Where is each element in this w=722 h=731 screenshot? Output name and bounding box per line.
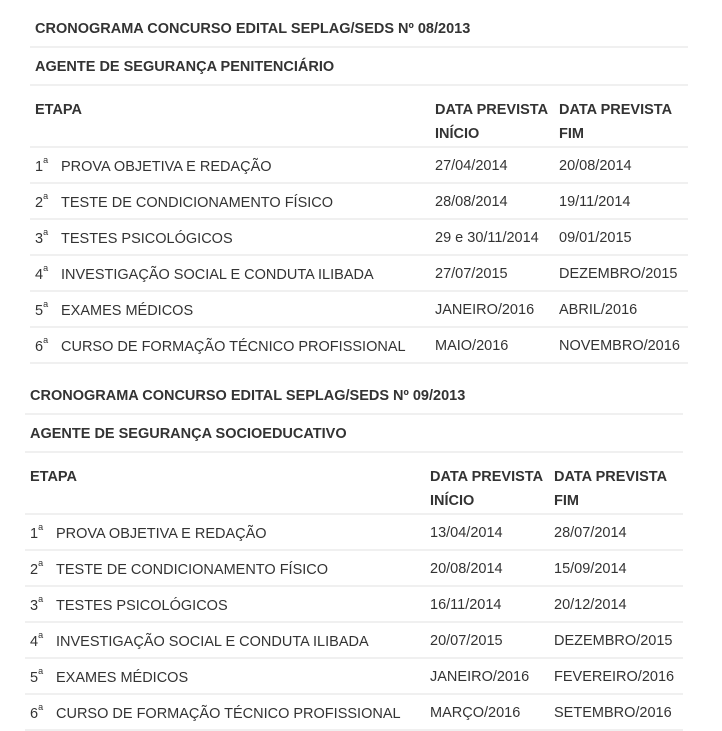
table-row [25,658,683,694]
data-inicio-cell: 16/11/2014 [425,586,549,622]
data-inicio-cell: 20/08/2014 [425,550,549,586]
section-title: CRONOGRAMA CONCURSO EDITAL SEPLAG/SEDS Nº 08/2013 [30,10,688,48]
table-row [25,550,683,586]
data-inicio-cell: 27/04/2014 [430,147,554,183]
step-name: EXAMES MÉDICOS [56,669,189,686]
step-ordinal: 3$^a$ [35,227,49,247]
step-ordinal: 1$^a$ [35,155,49,175]
step-name: CURSO DE FORMAÇÃO TÉCNICO PROFISSIONAL [61,338,406,355]
etapa-cell [30,219,430,255]
table-header-row [30,86,688,147]
data-fim-cell: 19/11/2014 [554,183,688,219]
step-name: CURSO DE FORMAÇÃO TÉCNICO PROFISSIONAL [56,705,401,722]
table-row [30,219,688,255]
table-row [30,183,688,219]
step-name: TESTES PSICOLÓGICOS [56,597,228,614]
table-row [25,622,683,658]
table-row [25,514,683,550]
step-ordinal: 5$^a$ [35,299,49,319]
section-subtitle: AGENTE DE SEGURANÇA SOCIOEDUCATIVO [25,415,683,453]
data-fim-cell: NOVEMBRO/2016 [554,327,688,363]
section-subtitle: AGENTE DE SEGURANÇA PENITENCIÁRIO [30,48,688,86]
data-inicio-cell: JANEIRO/2016 [425,658,549,694]
data-fim-cell: 20/08/2014 [554,147,688,183]
header-data-fim: DATA PREVISTA FIM [554,86,688,147]
table-row [25,586,683,622]
table-body [30,147,688,363]
etapa-cell [30,147,430,183]
etapa-cell [30,291,430,327]
step-ordinal: 4$^a$ [35,263,49,283]
step-name: TESTE DE CONDICIONAMENTO FÍSICO [61,194,334,211]
data-inicio-cell: MARÇO/2016 [425,694,549,730]
step-ordinal: 2$^a$ [30,558,44,578]
data-inicio-cell: 20/07/2015 [425,622,549,658]
table-row [30,147,688,183]
table-header-row [25,453,683,514]
table-body [25,514,683,730]
step-ordinal: 1$^a$ [30,522,44,542]
etapa-cell [25,694,425,730]
data-fim-cell: ABRIL/2016 [554,291,688,327]
etapa-cell [30,255,430,291]
step-ordinal: 4$^a$ [30,630,44,650]
etapa-cell [25,622,425,658]
step-name: INVESTIGAÇÃO SOCIAL E CONDUTA ILIBADA [56,633,369,650]
data-inicio-cell: 28/08/2014 [430,183,554,219]
data-inicio-cell: 27/07/2015 [430,255,554,291]
step-name: TESTES PSICOLÓGICOS [61,230,233,247]
step-name: TESTE DE CONDICIONAMENTO FÍSICO [56,561,329,578]
etapa-cell [25,586,425,622]
step-ordinal: 3$^a$ [30,594,44,614]
data-fim-cell: DEZEMBRO/2015 [549,622,683,658]
header-data-fim: DATA PREVISTA FIM [549,453,683,514]
data-fim-cell: 20/12/2014 [549,586,683,622]
etapa-cell [25,514,425,550]
table-row [30,327,688,363]
data-inicio-cell: JANEIRO/2016 [430,291,554,327]
data-fim-cell: FEVEREIRO/2016 [549,658,683,694]
table-row [25,694,683,730]
step-name: INVESTIGAÇÃO SOCIAL E CONDUTA ILIBADA [61,266,374,283]
data-fim-cell: 15/09/2014 [549,550,683,586]
header-etapa: ETAPA [30,86,430,147]
etapa-cell [25,658,425,694]
data-inicio-cell: 29 e 30/11/2014 [430,219,554,255]
data-fim-cell: 28/07/2014 [549,514,683,550]
step-ordinal: 5$^a$ [30,666,44,686]
etapa-cell [30,183,430,219]
step-name: PROVA OBJETIVA E REDAÇÃO [61,158,272,175]
etapa-cell [30,327,430,363]
schedule-table [30,86,688,364]
step-ordinal: 6$^a$ [30,702,44,722]
header-data-inicio: DATA PREVISTA INÍCIO [425,453,549,514]
section-title: CRONOGRAMA CONCURSO EDITAL SEPLAG/SEDS Nº 09/2013 [25,377,683,415]
etapa-cell [25,550,425,586]
step-name: EXAMES MÉDICOS [61,302,194,319]
step-ordinal: 2$^a$ [35,191,49,211]
data-fim-cell: SETEMBRO/2016 [549,694,683,730]
step-ordinal: 6$^a$ [35,335,49,355]
header-etapa: ETAPA [25,453,425,514]
step-name: PROVA OBJETIVA E REDAÇÃO [56,525,267,542]
schedule-table [25,453,683,731]
data-inicio-cell: MAIO/2016 [430,327,554,363]
header-data-inicio: DATA PREVISTA INÍCIO [430,86,554,147]
schedule-section-2 [25,377,683,731]
schedule-section-1 [30,10,688,364]
data-inicio-cell: 13/04/2014 [425,514,549,550]
data-fim-cell: DEZEMBRO/2015 [554,255,688,291]
table-row [30,255,688,291]
table-row [30,291,688,327]
data-fim-cell: 09/01/2015 [554,219,688,255]
